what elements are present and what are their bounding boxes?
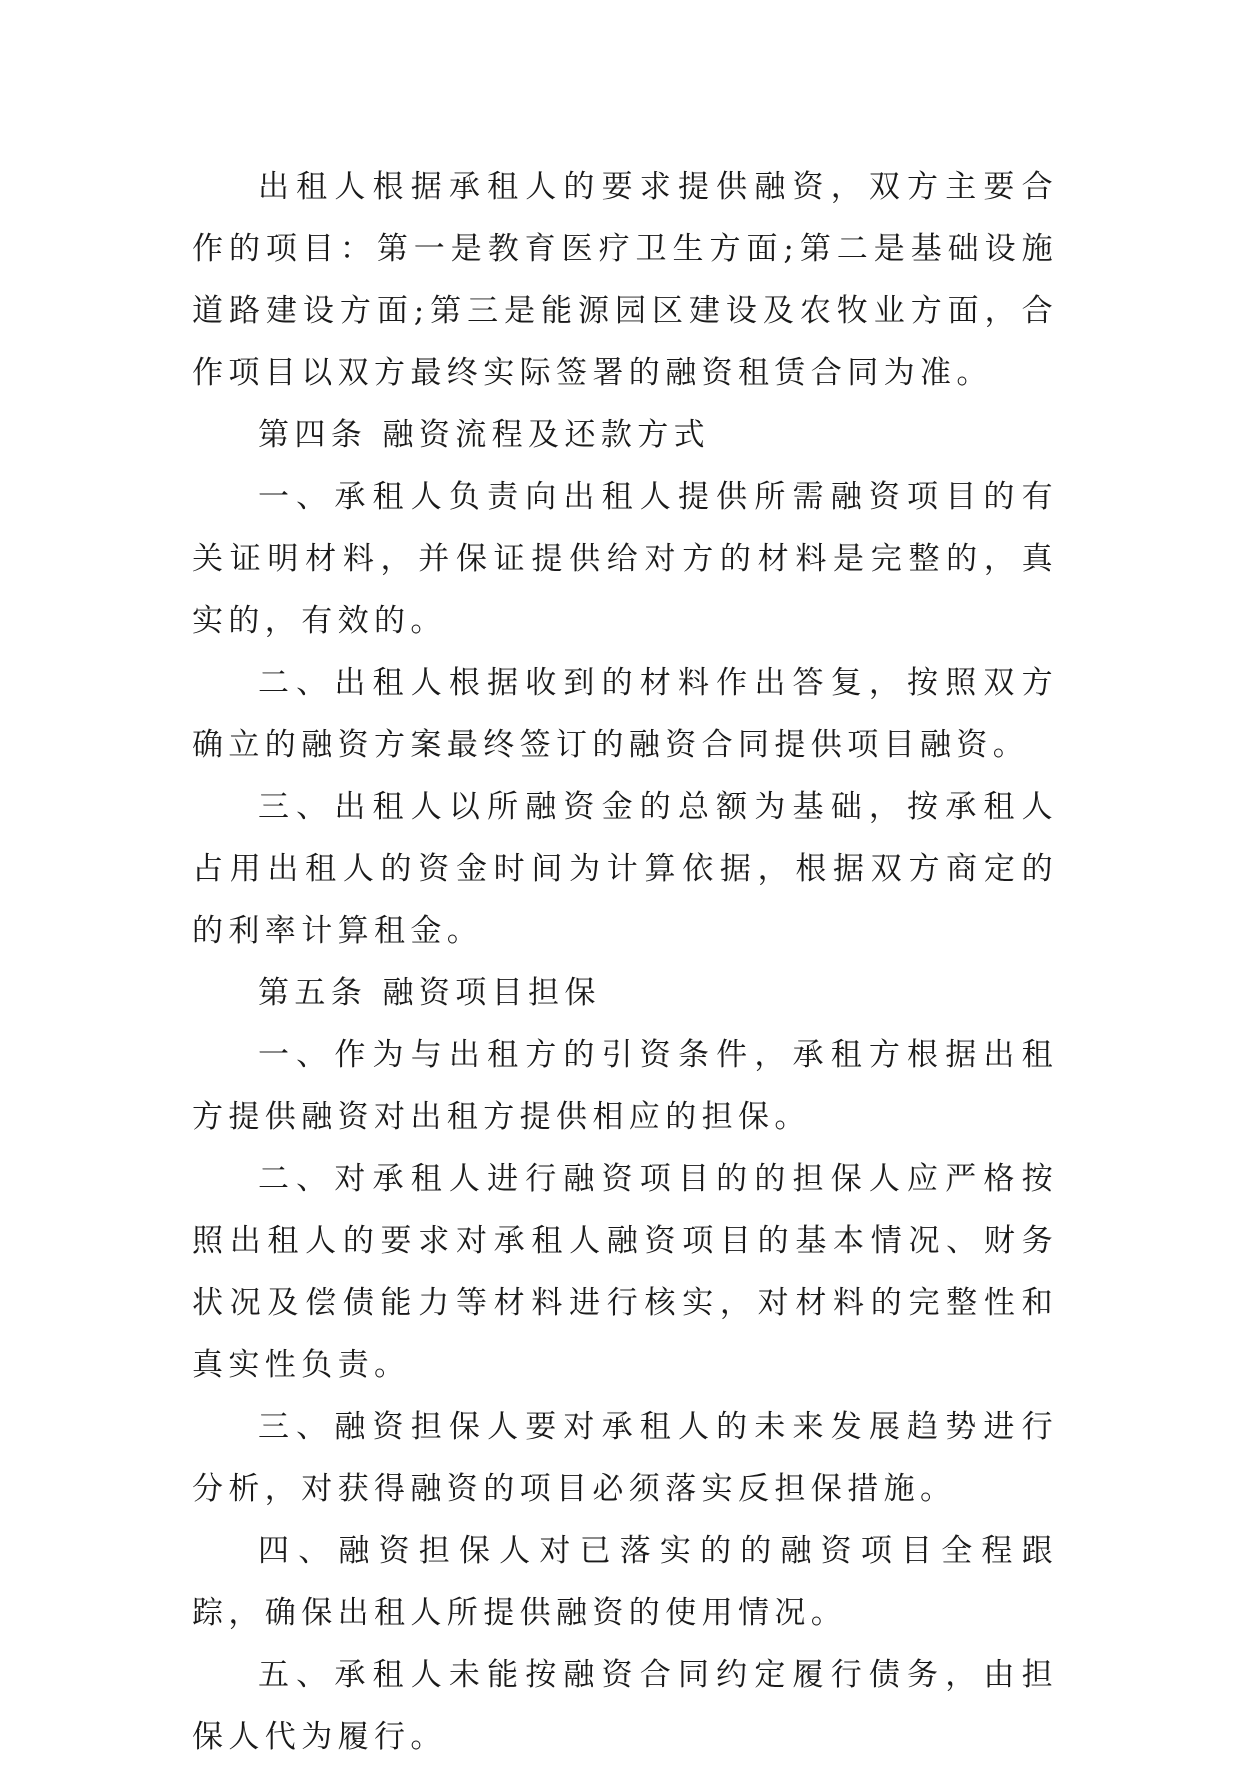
article-4-clause-3: 三、出租人以所融资金的总额为基础，按承租人占用出租人的资金时间为计算依据，根据双方商定的的利率计算租金。 [192,789,1058,949]
article-5-clause-2: 二、对承租人进行融资项目的的担保人应严格按照出租人的要求对承租人融资项目的基本情况、财务状况及偿债能力等材料进行核实，对材料的完整性和真实性负责。 [192,1161,1058,1383]
article-5-clause-4: 四、融资担保人对已落实的的融资项目全程跟踪，确保出租人所提供融资的使用情况。 [192,1533,1058,1631]
article-5-heading: 第五条 融资项目担保 [258,975,601,1011]
article-4-heading: 第四条 融资流程及还款方式 [258,417,711,453]
article-4-clause-1: 一、承租人负责向出租人提供所需融资项目的有关证明材料，并保证提供给对方的材料是完整的，真实的，有效的。 [192,479,1058,639]
paragraph-cooperation-projects: 出租人根据承租人的要求提供融资，双方主要合作的项目：第一是教育医疗卫生方面;第二是基础设施道路建设方面;第三是能源园区建设及农牧业方面，合作项目以双方最终实际签署的融资租赁合同为准。 [192,169,1058,391]
article-4-clause-2: 二、出租人根据收到的材料作出答复，按照双方确立的融资方案最终签订的融资合同提供项目融资。 [192,665,1058,763]
article-5-clause-5: 五、承租人未能按融资合同约定履行债务，由担保人代为履行。 [192,1657,1058,1755]
article-5-clause-3: 三、融资担保人要对承租人的未来发展趋势进行分析，对获得融资的项目必须落实反担保措施。 [192,1409,1058,1507]
article-5-clause-1: 一、作为与出租方的引资条件，承租方根据出租方提供融资对出租方提供相应的担保。 [192,1037,1058,1135]
document-body [192,156,1058,1768]
